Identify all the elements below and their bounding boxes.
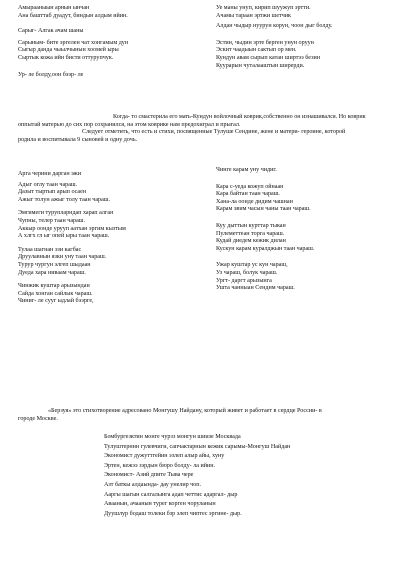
middle-left-verses <box>18 171 218 306</box>
verse-line: Ааргы шагын салгалынга адап четтис адаргал- дыр <box>104 491 238 498</box>
verse-line: Хана-ла оонде дидим чашнан <box>216 198 293 205</box>
verse-line: Тулуштерннн гулевчиги, сапчактарнын кежик сарымы-Монгуш Найдан <box>104 443 291 450</box>
verse-line: Сарыным- бите эргелен чат хонгамым дун <box>18 39 129 46</box>
verse-line: Алдан чыдыр нуурун корун, чоон дыг болду. <box>216 23 333 30</box>
verse-line: Ана башттаб дуадут, биндын алдым ийин. <box>18 12 128 19</box>
verse-line: Друулавнын язки уну таан чараш. <box>18 254 107 261</box>
verse-line: Кара с-уеда кожуп ойнаан <box>216 183 284 190</box>
verse-line: Эмгимеги турупларндап харап алган <box>18 210 114 217</box>
verse-line: Аваанын, ачаанын турег корген чоруланын <box>104 501 216 508</box>
verse-line: Куу дыттын курттар тыкан <box>216 222 286 229</box>
verse-line: Турур чургун элгеп шыдаан <box>18 261 91 268</box>
paragraph-line: Когда- то смастерила его мать-Кундун войлочный коврик,собственно он изнашивался. Но коврик <box>113 114 366 120</box>
middle-right-verses <box>216 167 411 293</box>
verse-line: Пулеметтеан торга чараш. <box>216 230 285 237</box>
verse-line: Бомбургезктин монге чурзз монгун шиизе Москвада <box>104 434 241 440</box>
verse-line: Амырааныын арнын ынчан <box>18 5 90 11</box>
verse-line: Куурарын чуталааштын ширерди. <box>216 62 305 69</box>
verse-line: Экономист дужуттгейин эзлеп алыр айы, хуну <box>104 453 225 460</box>
intro-paragraph <box>18 114 413 144</box>
verse-line: Дуеда хара ниваам чараш. <box>18 269 86 276</box>
verse-line: Чинге карам уну чидиг. <box>216 167 277 173</box>
verse-line: Сыгыр данда чыылчынын хоомей ыры <box>18 47 119 54</box>
verse-line: Уе маны унуп, кирип шуужуп эртти. <box>216 5 311 11</box>
verse-line: Эртен, кежээ зэрдын бюро болду- ла ийин. <box>104 462 216 469</box>
verse-line: Эстин, чыдин эрте берген унун оруун <box>216 39 314 46</box>
verse-line: Карам эвим часын чаны таан чараш. <box>216 206 311 213</box>
verse-line: Сайда хонган сайлык чараш. <box>18 290 93 297</box>
paragraph-line: Следует отметить, что есть и стихи, посвященные Тулуше Сендине, жене и матери- героине, которой <box>82 129 346 136</box>
paragraph-line: городе Москве. <box>18 415 58 422</box>
paragraph-line: родила и воспитывала 9 сыновей и одну дочь. <box>18 136 138 143</box>
verse-line: А хлгх гл ыг опей ыры таан чараш. <box>18 233 110 240</box>
paragraph-line: оппытай матерью до сих пор сохранился, на этом коврике нам предохиграл и прыгал. <box>18 121 241 128</box>
paragraph-line: «Берзуя» это стихотворение адресовано Монгушу Найдану, который живет и работает в сердце России- в <box>48 408 322 414</box>
verse-line: Эскит чаадыын сактып ор мен. <box>216 47 297 54</box>
verse-line: Экономист- Азий дпите Тыва чере <box>104 472 194 479</box>
verse-line: Ажыг толун ажыг толу таан чараш. <box>18 196 111 203</box>
verse-line: Сарыг- Алгак ачам шаны <box>18 28 84 35</box>
verse-line: Дуушлур бодаш толеки бзр элеп чиптеc эргине- дыр. <box>104 510 242 517</box>
verse-line: Арга черини дарган эжи <box>18 171 81 177</box>
verse-line: Дазыт тыртып арып осаен <box>18 189 87 196</box>
verse-line: Сыртык кожа ийн бисти оттурупчук. <box>18 54 114 61</box>
bottom-intro <box>18 408 413 423</box>
verse-line: Тулаа шагнан эзи кагбас <box>18 246 82 253</box>
verse-line: Кундун авам сырып катан ширтээ безин <box>216 54 321 61</box>
verse-line: Уз чараш, болук чараш. <box>216 269 278 276</box>
verse-line: Чупны, телер таан чараш. <box>18 217 86 224</box>
verse-line: Кускун карам куралджын таан чараш. <box>216 245 315 252</box>
verse-line: Ур- ле болду,оон бээр- ле <box>18 71 84 78</box>
verse-line: Азт баткы алдаында- дау унелир чоп. <box>104 481 202 488</box>
top-right-verses <box>216 5 411 70</box>
bottom-poem <box>104 434 404 518</box>
verse-line: Ужар куштар ус кун чараш, <box>216 262 288 269</box>
verse-line: Ачамы тараан эртжи шетчик <box>216 12 291 19</box>
verse-line: Уштa чанныан Сенднм чараш. <box>216 285 295 292</box>
verse-line: Кара байтан таан чараш. <box>216 191 280 198</box>
verse-line: Адыг оглу таан чараш. <box>18 181 78 188</box>
verse-line: Чинжик куштар арызындан <box>18 283 90 290</box>
verse-line: Кудай диедем кежик дилан <box>216 238 286 245</box>
verse-line: Аккыр оонде урууп аатхан эргим кызтым <box>18 225 126 232</box>
verse-line: Ургт- даргт арызынга <box>216 277 272 284</box>
top-left-verses <box>18 5 218 79</box>
verse-line: Чиниг- ле сууг ыдлай бээрге, <box>18 298 94 305</box>
